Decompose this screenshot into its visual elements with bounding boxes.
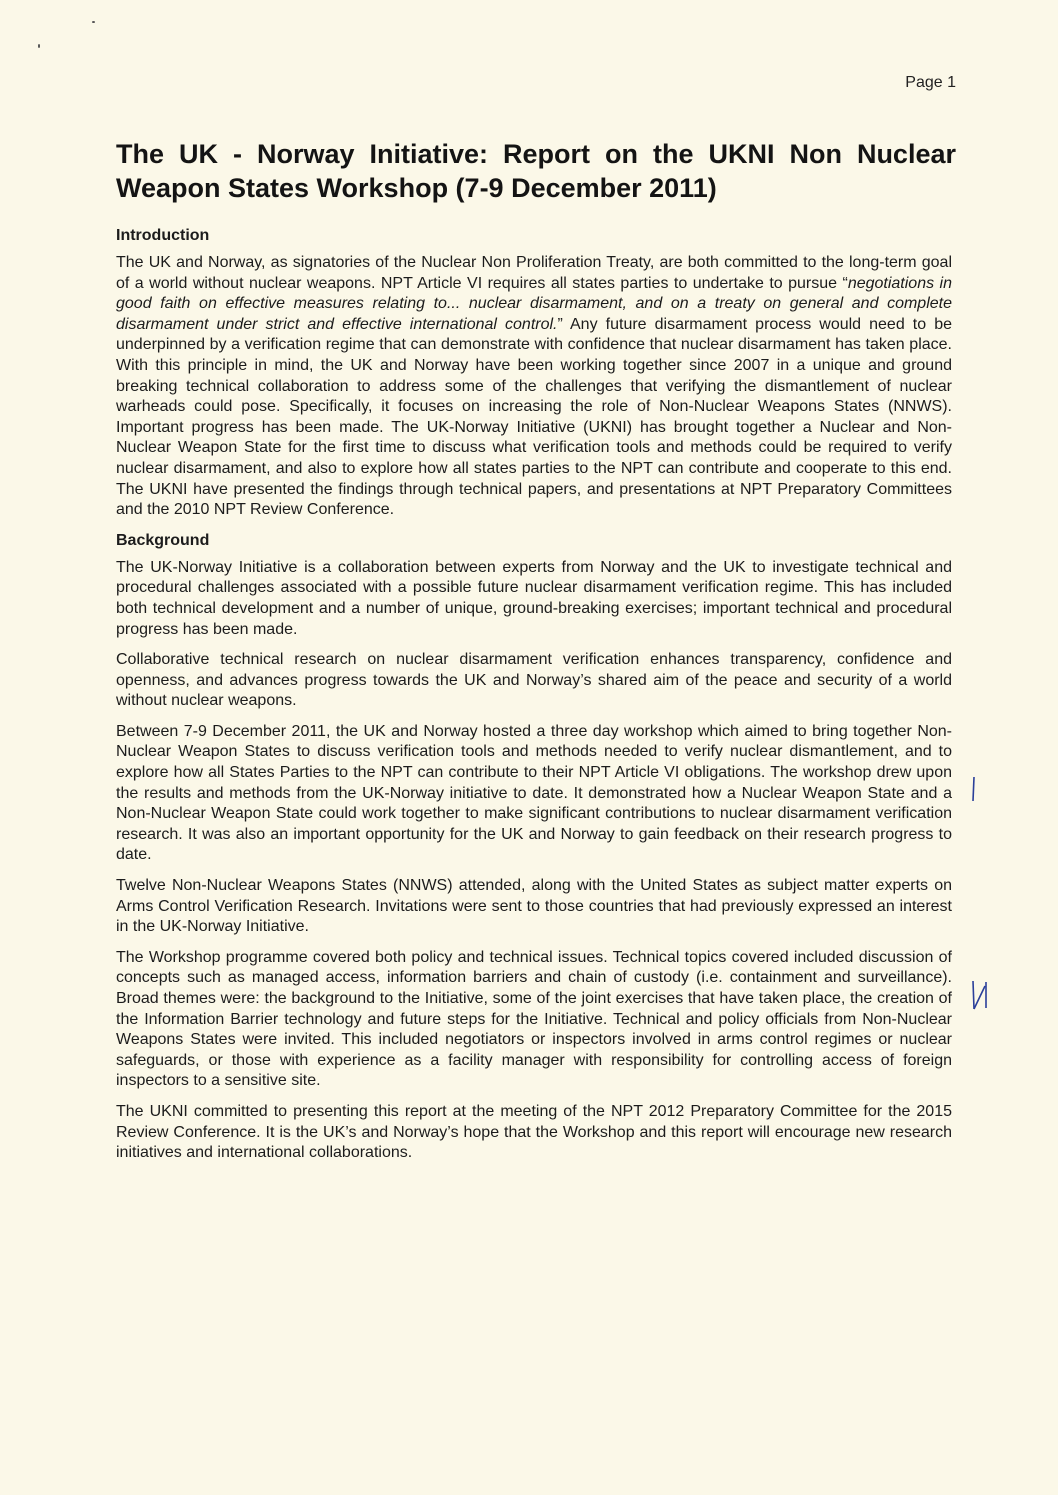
background-paragraph: The UKNI committed to presenting this report at the meeting of the NPT 2012 Preparatory Committee for the 2015 Review Conference. It is the UK’s and Norway’s hope that the Workshop and this report will encourage new research initiatives and international collaborations. <box>116 1102 952 1162</box>
scan-speck <box>92 21 95 23</box>
document-body <box>116 226 952 1174</box>
handwritten-tick-mark <box>966 774 982 804</box>
section-heading-introduction: Introduction <box>116 227 210 244</box>
document-title: The UK - Norway Initiative: Report on the UKNI Non Nuclear Weapon States Workshop (7-9 December 2011) <box>116 139 956 203</box>
section-heading-background: Background <box>116 531 210 549</box>
intro-text-start: The UK and Norway, as signatories of the Nuclear Non Proliferation Treaty, are both committed to the long-term goal of a world without nuclear weapons. NPT Article VI requires all states parties to undertake to pursue “ <box>116 254 952 292</box>
handwritten-double-tick-mark <box>966 978 994 1014</box>
scan-speck <box>38 44 40 48</box>
background-paragraph: The Workshop programme covered both policy and technical issues. Technical topics covered included discussion of concepts such as managed access, information barriers and chain of custody (i.e. containment and surveillance). Broad themes were: the background to the Initiative, some of the joint exercises that have taken place, the creation of the Information Barrier technology and future steps for the Initiative. Technical and policy officials from Non-Nuclear Weapons States were invited. This included negotiators or inspectors involved in arms control regimes or nuclear safeguards, or those with experience as a facility manager with responsibility for controlling access of foreign inspectors to a sensitive site. <box>116 948 952 1090</box>
background-paragraph: Twelve Non-Nuclear Weapons States (NNWS) attended, along with the United States as subject matter experts on Arms Control Verification Research. Invitations were sent to those countries that had previously expressed an interest in the UK-Norway Initiative. <box>116 877 952 936</box>
introduction-paragraph <box>116 253 952 521</box>
background-paragraph: Between 7-9 December 2011, the UK and Norway hosted a three day workshop which aimed to bring together Non-Nuclear Weapon States to discuss verification tools and methods needed to verify nuclear dismantlement, and to explore how all States Parties to the NPT can contribute to their NPT Article VI obligations. The workshop drew upon the results and methods from the UK-Norway initiative to date. It demonstrated how a Nuclear Weapon State and a Non-Nuclear Weapon State could work together to make significant contributions to nuclear disarmament verification research. It was also an important opportunity for the UK and Norway to gain feedback on their research progress to date. <box>116 722 952 864</box>
page-number: Page 1 <box>905 74 956 91</box>
background-paragraph: The UK-Norway Initiative is a collaboration between experts from Norway and the UK to investigate technical and procedural challenges associated with a possible future nuclear disarmament verification regime. This has included both technical development and a number of unique, ground-breaking exercises; important technical and procedural progress has been made. <box>116 558 952 638</box>
background-paragraph: Collaborative technical research on nuclear disarmament verification enhances transparency, confidence and openness, and advances progress towards the UK and Norway’s shared aim of the peace and security of a world without nuclear weapons. <box>116 651 952 710</box>
npt-article-quote: negotiations in good faith on effective measures relating to... nuclear disarmament, and on a treaty on general and complete disarmament under strict and effective international control. <box>116 274 953 333</box>
intro-text-end: ” Any future disarmament process would need to be underpinned by a verification regime that can demonstrate with confidence that nuclear disarmament has taken place. With this principle in mind, the UK and Norway have been working together since 2007 in a unique and ground breaking technical collaboration to address some of the challenges that verifying the dismantlement of nuclear warheads could pose. Specifically, it focuses on increasing the role of Non-Nuclear Weapons States (NNWS). Important progress has been made. The UK-Norway Initiative (UKNI) has brought together a Nuclear and Non-Nuclear Weapon State for the first time to discuss what verification tools and methods could be required to verify nuclear disarmament, and also to explore how all states parties to the NPT can contribute and cooperate to this end. The UKNI have presented the findings through technical papers, and presentations at NPT Preparatory Committees and the 2010 NPT Review Conference. <box>116 315 953 519</box>
